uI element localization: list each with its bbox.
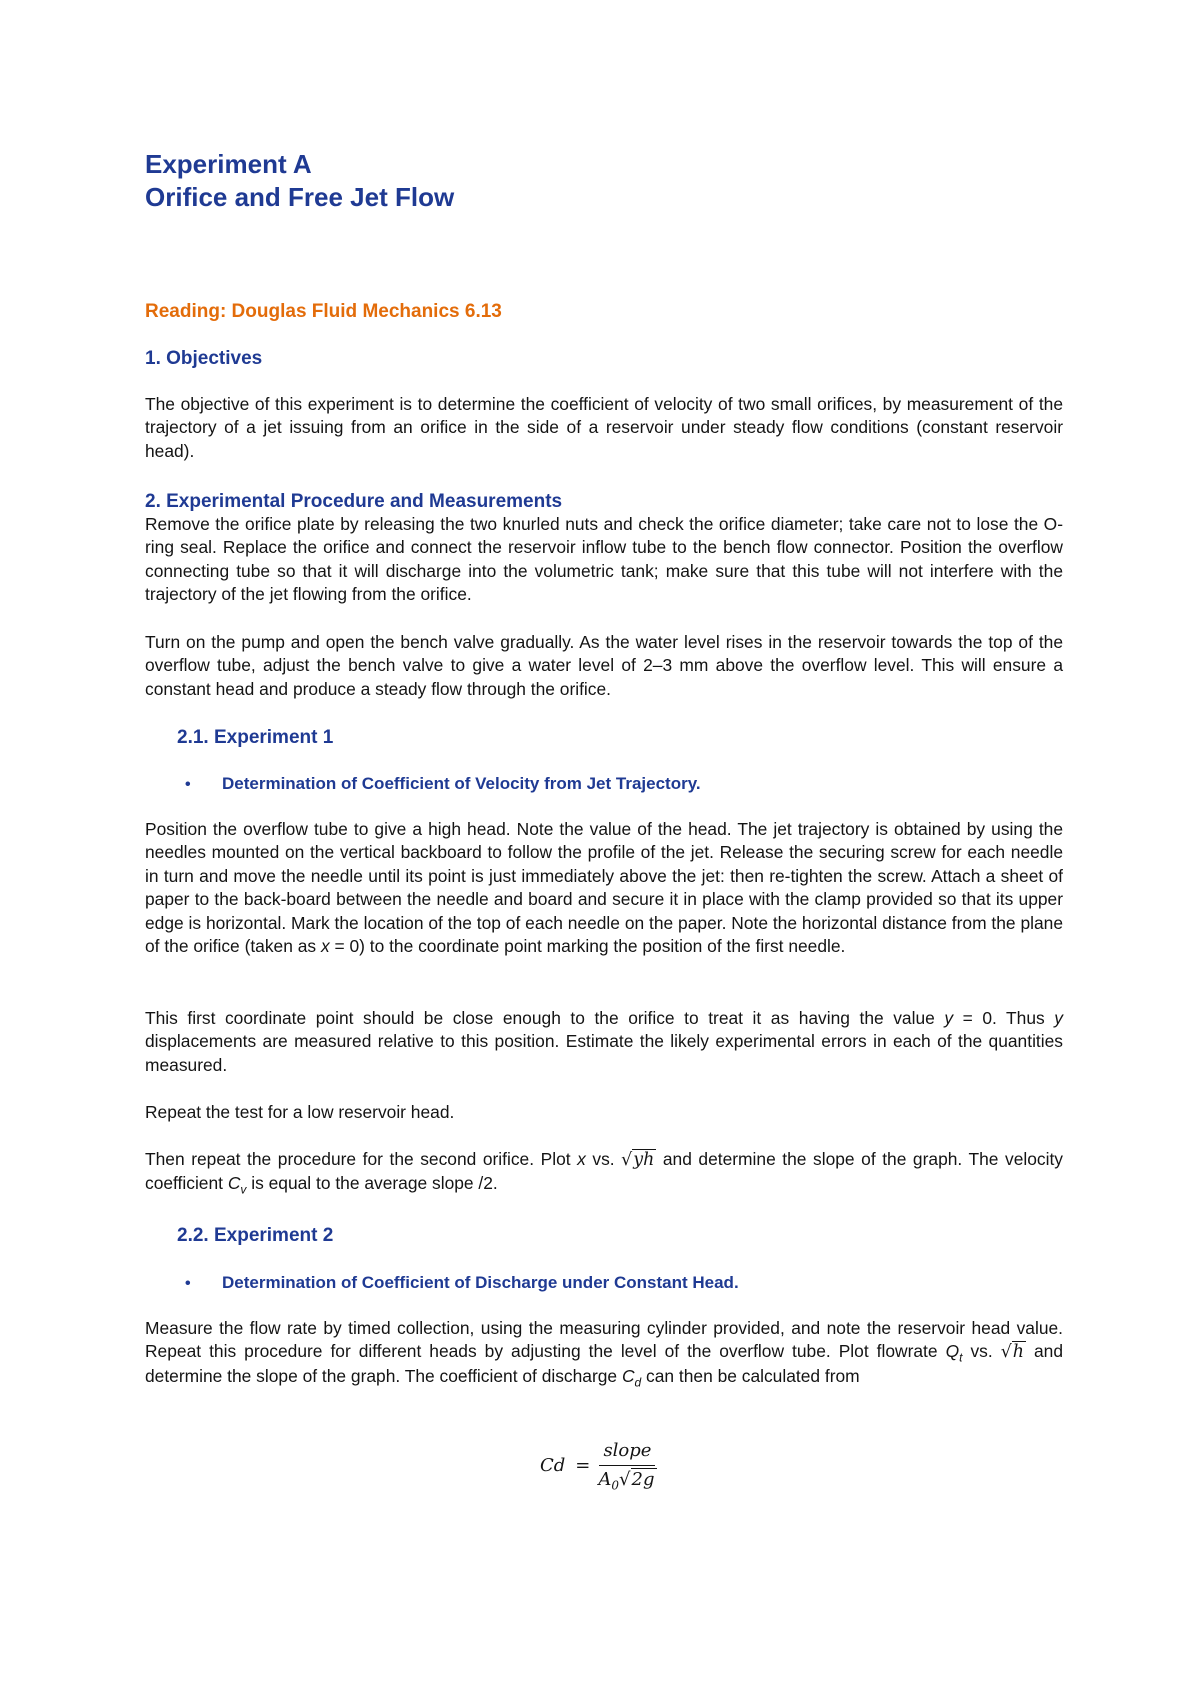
experiment-1-bullet-text: Determination of Coefficient of Velocity from Jet Trajectory. (222, 774, 701, 793)
experiment-1-paragraph-4: Then repeat the procedure for the second orifice. Plot x vs. √yh and determine the slope of the graph. The velocity coefficient $C_v$ is equal to the average slope /2. (145, 1149, 1063, 1197)
experiment-1-paragraph-2: This first coordinate point should be close enough to the orifice to treat it as having the value y = 0. Thus y displacements are measured relative to this position. Estimate the likely experimental errors in each of the quantities measured. (145, 1008, 1063, 1075)
experiment-1-bullet (145, 773, 701, 796)
formula-fraction (598, 1440, 656, 1493)
title-line-1: Experiment A (145, 149, 312, 179)
experiment-1-paragraph-3: Repeat the test for a low reservoir head. (145, 1102, 455, 1122)
experiment-2-heading: 2.2. Experiment 2 (177, 1225, 334, 1246)
section-2-heading: 2. Experimental Procedure and Measurements (145, 491, 563, 512)
sqrt-h-expression: √h (1000, 1342, 1024, 1363)
reading-reference: Reading: Douglas Fluid Mechanics 6.13 (145, 301, 502, 322)
procedure-paragraph-2: Turn on the pump and open the bench valve gradually. As the water level rises in the reservoir towards the top of the overflow tube, adjust the bench valve to give a water level of 2–3 mm above the overflow level. This will ensure a constant head and produce a steady flow through the orifice. (145, 632, 1063, 699)
experiment-1-paragraph-1: Position the overflow tube to give a high head. Note the value of the head. The jet trajectory is obtained by using the needles mounted on the vertical backboard to follow the profile of the jet. Release the securing screw for each needle in turn and move the needle until its point is just immediately above the jet: then re-tighten the screw. Attach a sheet of paper to the back-board between the needle and board and secure it in place with the clamp provided so that its upper edge is horizontal. Mark the location of the top of each needle on the paper. Note the horizontal distance from the plane of the orifice (taken as x = 0) to the coordinate point marking the position of the first needle. (145, 819, 1063, 957)
objectives-paragraph: The objective of this experiment is to determine the coefficient of velocity of two small orifices, by measurement of the trajectory of a jet issuing from an orifice in the side of a reservoir under steady flow conditions (constant reservoir head). (145, 394, 1063, 461)
formula-denominator: $A_0√2g$ (598, 1469, 655, 1493)
experiment-2-bullet (145, 1272, 739, 1295)
formula-lhs: Cd (540, 1454, 566, 1476)
document-title (145, 148, 454, 214)
sqrt-yh-expression: √yh (621, 1150, 655, 1170)
experiment-2-paragraph-1: Measure the flow rate by timed collection, using the measuring cylinder provided, and note the reservoir head value. Repeat this procedure for different heads by adjusting the level of the overflow tube. Plot flowrate $Q_t$ vs. √h and determine the slope of the graph. The coefficient of discharge $C_d$ can then be calculated from (145, 1318, 1064, 1390)
formula-numerator: slope (599, 1440, 655, 1466)
procedure-paragraph-1: Remove the orifice plate by releasing the two knurled nuts and check the orifice diameter; take care not to lose the O-ring seal. Replace the orifice and connect the reservoir inflow tube to the bench flow connector. Position the overflow connecting tube so that it will discharge into the volumetric tank; make sure that this tube will not interfere with the trajectory of the jet flowing from the orifice. (145, 514, 1063, 605)
experiment-1-heading: 2.1. Experiment 1 (177, 727, 334, 748)
title-line-2: Orifice and Free Jet Flow (145, 182, 455, 212)
bullet-icon: • (185, 1275, 191, 1292)
bullet-icon: • (185, 776, 191, 793)
experiment-2-bullet-text: Determination of Coefficient of Discharge under Constant Head. (222, 1273, 739, 1292)
formula-equals: = (575, 1454, 591, 1476)
discharge-coefficient-formula (540, 1440, 657, 1493)
section-1-heading: 1. Objectives (145, 348, 263, 369)
